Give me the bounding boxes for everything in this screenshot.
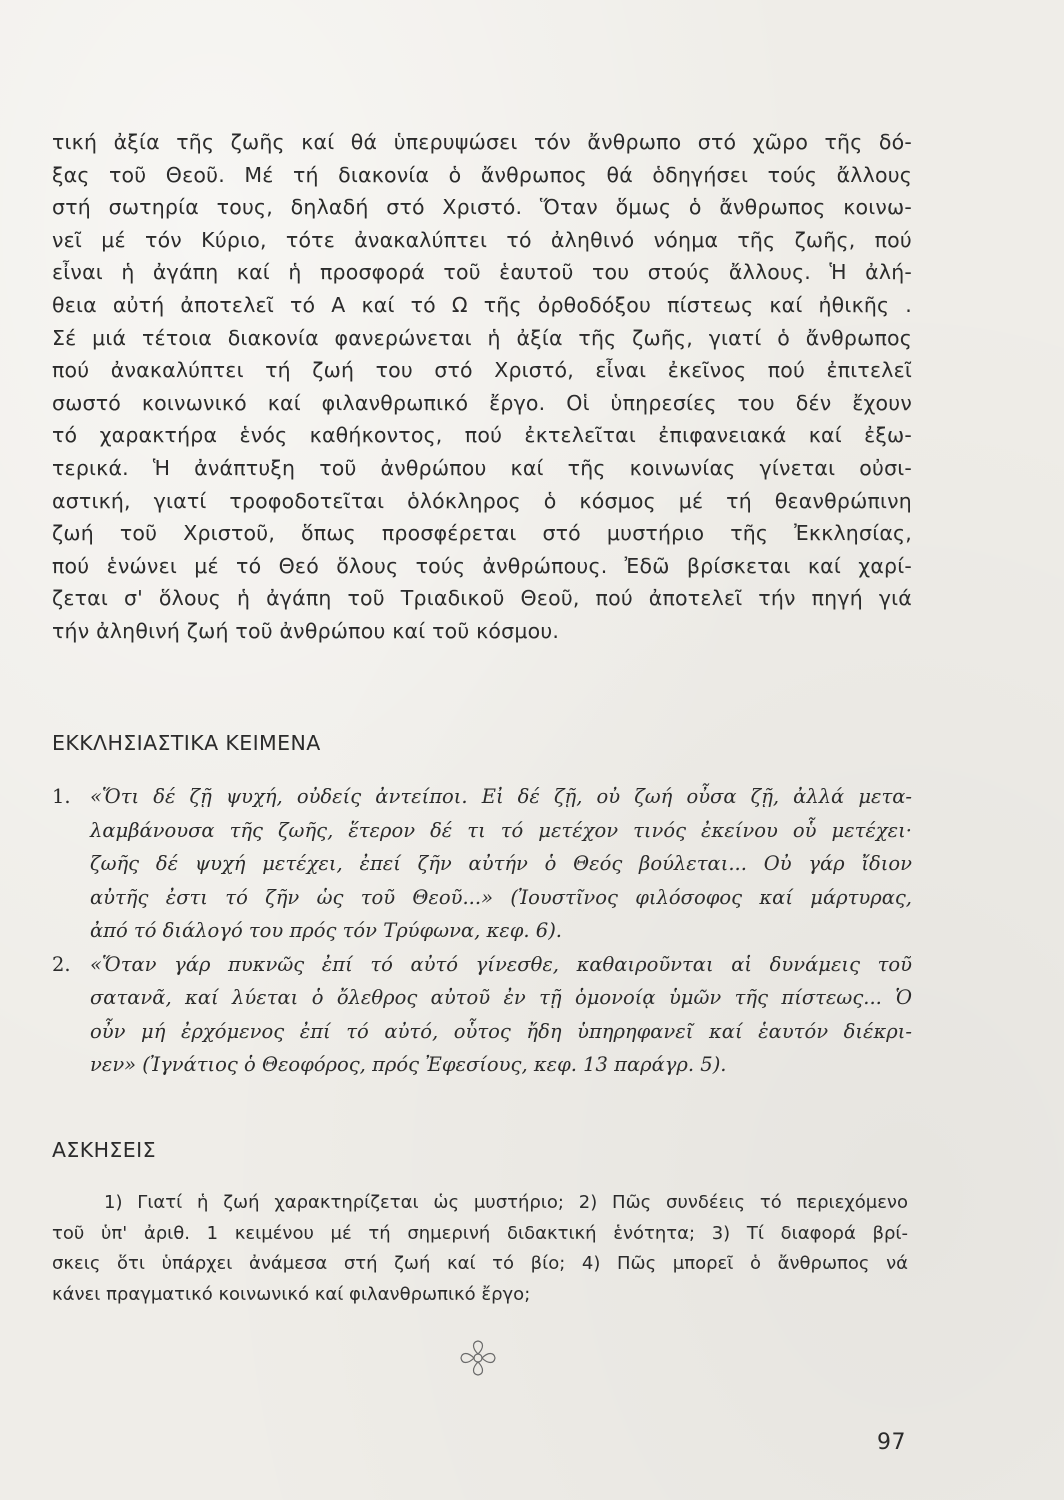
quote-item [52, 948, 912, 1082]
page-number: 97 [877, 1430, 906, 1455]
quotes-list [52, 780, 912, 1082]
quote-line: αὐτῆς ἐστι τό ζῆν ὡς τοῦ Θεοῦ...» (Ἰουστῖνος φιλόσοφος καί μάρτυρας, [90, 885, 912, 909]
paragraph-line: ζεται σ' ὅλους ἡ ἀγάπη τοῦ Τριαδικοῦ Θεοῦ, πού ἀποτελεῖ τήν πηγή γιά [52, 586, 912, 611]
texts-section-title: ΕΚΚΛΗΣΙΑΣΤΙΚΑ ΚΕΙΜΕΝΑ [52, 731, 321, 755]
paragraph-line: νεῖ μέ τόν Κύριο, τότε ἀνακαλύπτει τό ἀληθινό νόημα τῆς ζωῆς, πού [52, 227, 912, 252]
main-paragraph [52, 126, 912, 648]
paragraph-line: τερικά. Ἡ ἀνάπτυξη τοῦ ἀνθρώπου καί τῆς κοινωνίας γίνεται οὐσι- [52, 455, 912, 480]
exercise-line: 1) Γιατί ἡ ζωή χαρακτηρίζεται ὡς μυστήριο; 2) Πῶς συνδέεις τό περιεχόμενο [104, 1192, 908, 1213]
paragraph-line: πού ἀνακαλύπτει τή ζωή του στό Χριστό, εἶναι ἐκεῖνος πού ἐπιτελεῖ [52, 358, 912, 383]
quote-line: ζωῆς δέ ψυχή μετέχει, ἐπεί ζῆν αὐτήν ὁ Θεός βούλεται... Οὐ γάρ ἴδιον [90, 852, 912, 875]
paragraph-line: σωστό κοινωνικό καί φιλανθρωπικό ἔργο. Οἱ ὑπηρεσίες του δέν ἔχουν [52, 390, 912, 415]
exercises-section-title: ΑΣΚΗΣΕΙΣ [52, 1138, 156, 1162]
quote-number: 1. [52, 785, 71, 808]
quote-line: οὖν μή ἐρχόμενος ἐπί τό αὐτό, οὗτος ἤδη ὑπηρηφανεῖ καί ἑαυτόν διέκρι- [90, 1019, 912, 1043]
paragraph-line: τήν ἀληθινή ζωή τοῦ ἀνθρώπου καί τοῦ κόσμου. [52, 618, 560, 643]
paragraph-line: αστική, γιατί τροφοδοτεῖται ὁλόκληρος ὁ κόσμος μέ τή θεανθρώπινη [52, 488, 912, 513]
paragraph-line: ζωή τοῦ Χριστοῦ, ὅπως προσφέρεται στό μυστήριο τῆς Ἐκκλησίας, [52, 521, 912, 546]
quote-line: ἀπό τό διάλογό του πρός τόν Τρύφωνα, κεφ. 6). [90, 919, 563, 942]
paragraph-line: Σέ μιά τέτοια διακονία φανερώνεται ἡ ἀξία τῆς ζωῆς, γιατί ὁ ἄνθρωπος [52, 325, 912, 350]
paragraph-line: στή σωτηρία τους, δηλαδή στό Χριστό. Ὅταν ὅμως ὁ ἄνθρωπος κοινω- [52, 195, 912, 220]
quote-line: σατανᾶ, καί λύεται ὁ ὄλεθρος αὐτοῦ ἐν τῇ ὁμονοίᾳ ὑμῶν τῆς πίστεως... Ὁ [90, 986, 912, 1009]
exercise-line: σκεις ὅτι ὑπάρχει ἀνάμεσα στή ζωή καί τό βίο; 4) Πῶς μπορεῖ ὁ ἄνθρωπος νά [52, 1253, 908, 1274]
exercise-line: κάνει πραγματικό κοινωνικό καί φιλανθρωπικό ἔργο; [52, 1283, 531, 1305]
quote-line: «Ὅταν γάρ πυκνῶς ἐπί τό αὐτό γίνεσθε, καθαιροῦνται αἱ δυνάμεις τοῦ [90, 952, 912, 976]
quote-line: «Ὅτι δέ ζῇ ψυχή, οὐδείς ἀντείποι. Εἰ δέ ζῇ, οὐ ζωή οὖσα ζῇ, ἀλλά μετα- [90, 785, 912, 808]
quote-line: λαμβάνουσα τῆς ζωῆς, ἕτερον δέ τι τό μετέχον τινός ἐκείνου οὗ μετέχει· [90, 818, 912, 842]
paragraph-line: τική ἀξία τῆς ζωῆς καί θά ὑπερυψώσει τόν ἄνθρωπο στό χῶρο τῆς δό- [52, 130, 912, 154]
cross-ornament-icon [458, 1338, 498, 1378]
paragraph-line: τό χαρακτήρα ἑνός καθήκοντος, πού ἐκτελεῖται ἐπιφανειακά καί ἐξω- [52, 423, 912, 448]
exercises-paragraph [52, 1188, 908, 1310]
quote-number: 2. [52, 952, 71, 976]
exercise-line: τοῦ ὑπ' ἀριθ. 1 κειμένου μέ τή σημερινή διδακτική ἑνότητα; 3) Τί διαφορά βρί- [52, 1222, 908, 1244]
quote-line: νεν» (Ἰγνάτιος ὁ Θεοφόρος, πρός Ἐφεσίους, κεφ. 13 παράγρ. 5). [90, 1053, 727, 1076]
quote-item [52, 780, 912, 948]
paragraph-line: θεια αὐτή ἀποτελεῖ τό Α καί τό Ω τῆς ὀρθοδόξου πίστεως καί ἠθικῆς . [52, 292, 912, 317]
paragraph-line: πού ἑνώνει μέ τό Θεό ὅλους τούς ἀνθρώπους. Ἐδῶ βρίσκεται καί χαρί- [52, 553, 912, 578]
paragraph-line: ξας τοῦ Θεοῦ. Μέ τή διακονία ὁ ἄνθρωπος θά ὁδηγήσει τούς ἄλλους [52, 162, 912, 187]
paragraph-line: εἶναι ἡ ἀγάπη καί ἡ προσφορά τοῦ ἑαυτοῦ του στούς ἄλλους. Ἡ ἀλή- [52, 260, 912, 285]
